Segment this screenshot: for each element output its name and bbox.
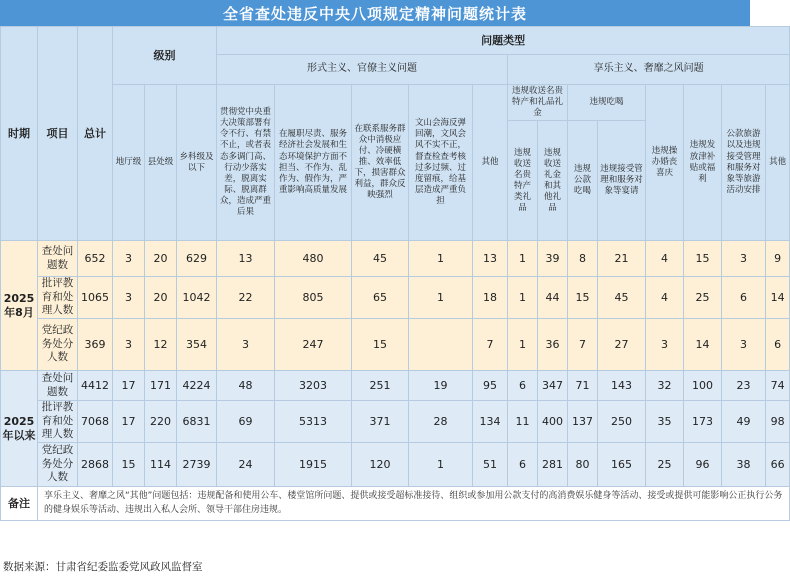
value-cell: 15 (113, 442, 145, 486)
value-cell: 369 (78, 319, 113, 371)
header-dining-group: 违规吃喝 (568, 85, 646, 121)
value-cell: 4412 (78, 371, 113, 401)
value-cell: 100 (684, 371, 722, 401)
value-cell: 25 (684, 277, 722, 319)
value-cell: 18 (473, 277, 508, 319)
header-hedonism-other: 其他 (766, 85, 790, 241)
value-cell: 20 (145, 277, 177, 319)
value-cell: 24 (217, 442, 275, 486)
value-cell: 805 (275, 277, 352, 319)
header-gifts-group: 违规收送名贵特产和礼品礼金 (508, 85, 568, 121)
value-cell: 480 (275, 241, 352, 277)
header-formalism-col-2: 在履职尽责、服务经济社会发展和生态环境保护方面不担当、不作为、乱作为、假作为，严重影响高质量发展 (275, 85, 352, 241)
value-cell: 15 (352, 319, 409, 371)
table-row (1, 401, 790, 443)
value-cell: 143 (598, 371, 646, 401)
value-cell: 137 (568, 401, 598, 443)
note-label: 备注 (1, 486, 38, 520)
value-cell: 17 (113, 401, 145, 443)
value-cell: 3 (113, 241, 145, 277)
value-cell: 3203 (275, 371, 352, 401)
value-cell: 652 (78, 241, 113, 277)
value-cell: 74 (766, 371, 790, 401)
value-cell: 247 (275, 319, 352, 371)
header-level-township: 乡科级及以下 (177, 85, 217, 241)
value-cell: 45 (352, 241, 409, 277)
value-cell: 5313 (275, 401, 352, 443)
value-cell: 39 (538, 241, 568, 277)
header-formalism-group: 形式主义、官僚主义问题 (217, 55, 508, 85)
value-cell: 22 (217, 277, 275, 319)
value-cell: 4 (646, 241, 684, 277)
data-source: 数据来源：甘肃省纪委监委党风政风监督室 (3, 561, 203, 573)
value-cell: 14 (684, 319, 722, 371)
value-cell: 120 (352, 442, 409, 486)
header-level-county: 县处级 (145, 85, 177, 241)
value-cell: 1 (409, 277, 473, 319)
period-cell: 2025年以来 (1, 371, 38, 487)
value-cell: 1915 (275, 442, 352, 486)
value-cell: 36 (538, 319, 568, 371)
value-cell: 32 (646, 371, 684, 401)
header-dining-banquet: 违规接受管理和服务对象等宴请 (598, 121, 646, 241)
value-cell: 1 (409, 442, 473, 486)
value-cell: 4 (646, 277, 684, 319)
value-cell: 25 (646, 442, 684, 486)
value-cell: 2868 (78, 442, 113, 486)
header-subsidies: 违规发放津补贴或福利 (684, 85, 722, 241)
value-cell: 14 (766, 277, 790, 319)
table-body (1, 241, 790, 487)
header-tourism: 公款旅游以及违规接受管理和服务对象等旅游活动安排 (722, 85, 766, 241)
value-cell: 17 (113, 371, 145, 401)
value-cell: 250 (598, 401, 646, 443)
value-cell: 98 (766, 401, 790, 443)
value-cell: 45 (598, 277, 646, 319)
header-item: 项目 (38, 27, 78, 241)
value-cell: 1042 (177, 277, 217, 319)
value-cell: 220 (145, 401, 177, 443)
value-cell: 20 (145, 241, 177, 277)
header-level: 级别 (113, 27, 217, 85)
value-cell: 347 (538, 371, 568, 401)
header-formalism-col-3: 在联系服务群众中消极应付、冷硬横推、效率低下，损害群众利益，群众反映强烈 (352, 85, 409, 241)
table-row (1, 277, 790, 319)
item-cell: 批评教育和处理人数 (38, 401, 78, 443)
value-cell: 9 (766, 241, 790, 277)
value-cell: 6831 (177, 401, 217, 443)
value-cell: 8 (568, 241, 598, 277)
value-cell: 21 (598, 241, 646, 277)
header-total: 总计 (78, 27, 113, 241)
header-gifts-cash: 违规收送礼金和其他礼品 (538, 121, 568, 241)
value-cell: 19 (409, 371, 473, 401)
value-cell: 2739 (177, 442, 217, 486)
value-cell: 114 (145, 442, 177, 486)
item-cell: 党纪政务处分人数 (38, 319, 78, 371)
value-cell: 96 (684, 442, 722, 486)
value-cell: 23 (722, 371, 766, 401)
value-cell: 12 (145, 319, 177, 371)
value-cell: 1 (508, 277, 538, 319)
value-cell: 3 (646, 319, 684, 371)
value-cell: 6 (508, 442, 538, 486)
value-cell: 15 (568, 277, 598, 319)
value-cell: 71 (568, 371, 598, 401)
value-cell: 400 (538, 401, 568, 443)
item-cell: 查处问题数 (38, 371, 78, 401)
value-cell: 281 (538, 442, 568, 486)
value-cell: 4224 (177, 371, 217, 401)
header-problem-type: 问题类型 (217, 27, 790, 55)
value-cell: 80 (568, 442, 598, 486)
statistics-table (0, 26, 790, 521)
value-cell: 95 (473, 371, 508, 401)
value-cell: 13 (217, 241, 275, 277)
header-gifts-specialty: 违规收送名贵特产类礼品 (508, 121, 538, 241)
value-cell: 49 (722, 401, 766, 443)
header-formalism-other: 其他 (473, 85, 508, 241)
value-cell (409, 319, 473, 371)
value-cell: 3 (722, 319, 766, 371)
item-cell: 批评教育和处理人数 (38, 277, 78, 319)
value-cell: 1 (508, 319, 538, 371)
header-weddings: 违规操办婚丧喜庆 (646, 85, 684, 241)
header-level-prefecture: 地厅级 (113, 85, 145, 241)
value-cell: 11 (508, 401, 538, 443)
value-cell: 134 (473, 401, 508, 443)
item-cell: 查处问题数 (38, 241, 78, 277)
note-text: 享乐主义、奢靡之风“其他”问题包括：违规配备和使用公车、楼堂馆所问题、提供或接受超标准接待、组织或参加用公款支付的高消费娱乐健身等活动、接受或提供可能影响公正执行公务的健身娱乐等活动、违规出入私人会所、领导干部住房违规。 (38, 486, 790, 520)
period-cell: 2025年8月 (1, 241, 38, 371)
value-cell: 28 (409, 401, 473, 443)
value-cell: 3 (113, 319, 145, 371)
item-cell: 党纪政务处分人数 (38, 442, 78, 486)
value-cell: 251 (352, 371, 409, 401)
header-period: 时期 (1, 27, 38, 241)
value-cell: 48 (217, 371, 275, 401)
table-row (1, 241, 790, 277)
value-cell: 6 (722, 277, 766, 319)
value-cell: 7 (473, 319, 508, 371)
header-dining-public: 违规公款吃喝 (568, 121, 598, 241)
value-cell: 173 (684, 401, 722, 443)
value-cell: 171 (145, 371, 177, 401)
value-cell: 27 (598, 319, 646, 371)
value-cell: 6 (508, 371, 538, 401)
value-cell: 38 (722, 442, 766, 486)
value-cell: 66 (766, 442, 790, 486)
value-cell: 15 (684, 241, 722, 277)
value-cell: 3 (217, 319, 275, 371)
table-row (1, 442, 790, 486)
value-cell: 7 (568, 319, 598, 371)
header-formalism-col-4: 文山会海反弹回潮，文风会风不实不正，督查检查考核过多过频、过度留痕，给基层造成严重负担 (409, 85, 473, 241)
value-cell: 629 (177, 241, 217, 277)
table-title: 全省查处违反中央八项规定精神问题统计表 (0, 0, 750, 26)
value-cell: 6 (766, 319, 790, 371)
header-formalism-col-1: 贯彻党中央重大决策部署有令不行、有禁不止，或者表态多调门高、行动少落实差，脱离实际、脱离群众，造成严重后果 (217, 85, 275, 241)
value-cell: 51 (473, 442, 508, 486)
value-cell: 13 (473, 241, 508, 277)
value-cell: 1065 (78, 277, 113, 319)
value-cell: 3 (113, 277, 145, 319)
value-cell: 354 (177, 319, 217, 371)
value-cell: 1 (508, 241, 538, 277)
header-hedonism-group: 享乐主义、奢靡之风问题 (508, 55, 790, 85)
value-cell: 35 (646, 401, 684, 443)
value-cell: 371 (352, 401, 409, 443)
value-cell: 44 (538, 277, 568, 319)
value-cell: 69 (217, 401, 275, 443)
value-cell: 165 (598, 442, 646, 486)
table-row (1, 371, 790, 401)
value-cell: 3 (722, 241, 766, 277)
value-cell: 7068 (78, 401, 113, 443)
value-cell: 1 (409, 241, 473, 277)
table-row (1, 319, 790, 371)
value-cell: 65 (352, 277, 409, 319)
